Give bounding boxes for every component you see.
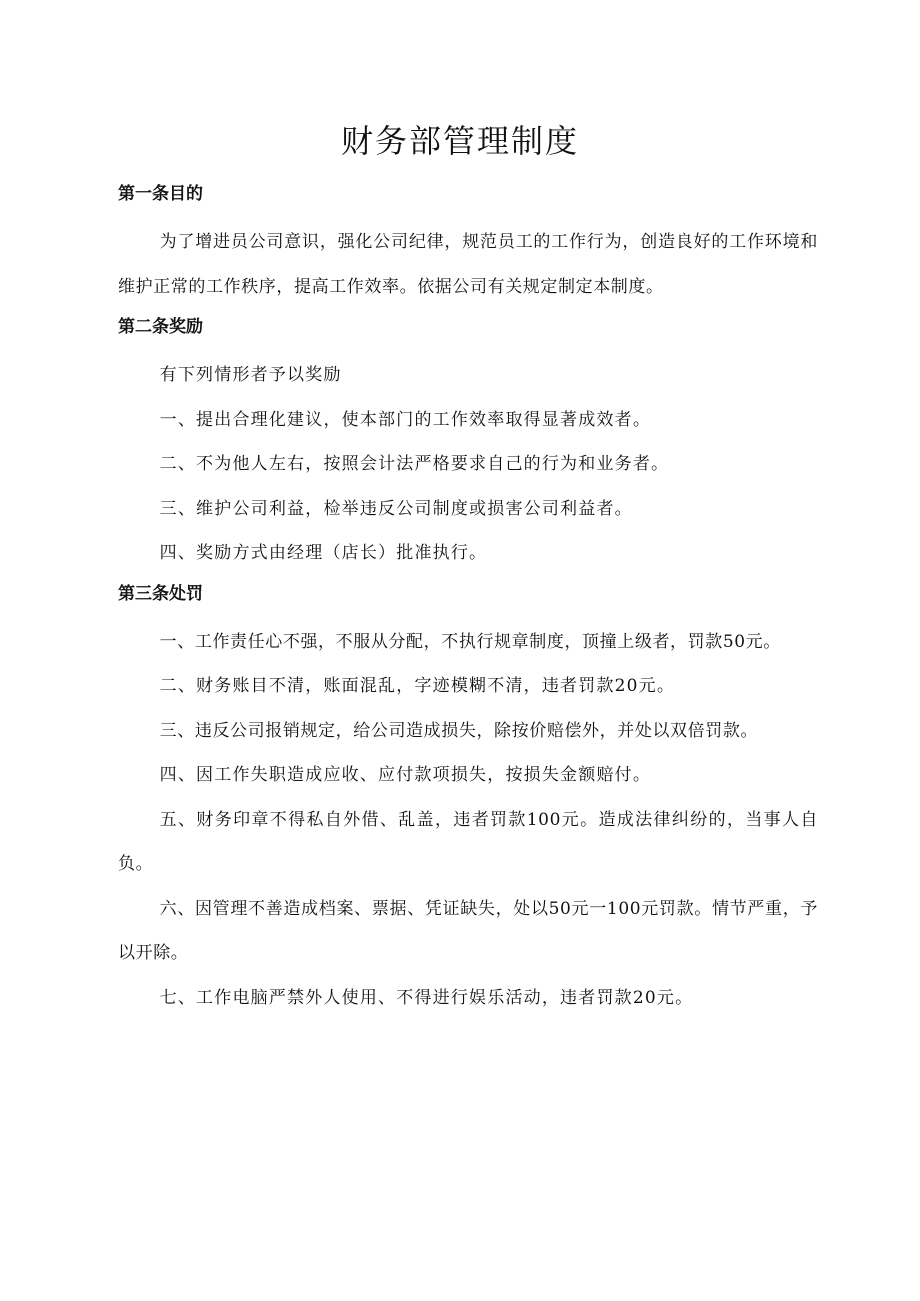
article-2-item: 一、提出合理化建议，使本部门的工作效率取得显著成效者。 xyxy=(159,409,652,430)
article-1-heading: 第一条目的 xyxy=(118,184,203,204)
article-3-item: 三、违反公司报销规定，给公司造成损失，除按价赔偿外，并处以双倍罚款。 xyxy=(159,720,759,741)
article-3-item: 六、因管理不善造成档案、票据、凭证缺失，处以50元一100元罚款。情节严重，予以开除。 xyxy=(118,898,818,963)
article-3-item: 二、财务账目不清，账面混乱，字迹模糊不清，违者罚款20元。 xyxy=(159,676,676,696)
article-1-paragraph: 为了增进员公司意识，强化公司纪律，规范员工的工作行为，创造良好的工作环境和维护正常的工作秩序，提高工作效率。依据公司有关规定制定本制度。 xyxy=(118,232,818,297)
article-3-item: 一、工作责任心不强，不服从分配，不执行规章制度，顶撞上级者，罚款50元。 xyxy=(159,631,781,652)
article-2-item: 四、奖励方式由经理（店长）批准执行。 xyxy=(159,543,488,563)
article-3 xyxy=(118,584,818,1021)
document-body xyxy=(118,184,818,1020)
article-2-heading: 第二条奖励 xyxy=(118,317,203,337)
article-3-item: 四、因工作失职造成应收、应付款项损失，按损失金额赔付。 xyxy=(159,765,652,785)
article-2 xyxy=(118,317,818,576)
article-2-intro: 有下列情形者予以奖励 xyxy=(159,365,342,385)
article-3-item: 五、财务印章不得私自外借、乱盖，违者罚款100元。造成法律纠纷的，当事人自负。 xyxy=(118,809,818,874)
article-2-item: 三、维护公司利益，检举违反公司制度或损害公司利益者。 xyxy=(159,498,633,519)
article-2-item: 二、不为他人左右，按照会计法严格要求自己的行为和业务者。 xyxy=(159,454,670,474)
document-title: 财务部管理制度 xyxy=(340,122,579,160)
article-3-item: 七、工作电脑严禁外人使用、不得进行娱乐活动，违者罚款20元。 xyxy=(159,987,694,1008)
article-1 xyxy=(118,184,818,309)
article-3-heading: 第三条处罚 xyxy=(118,583,203,604)
